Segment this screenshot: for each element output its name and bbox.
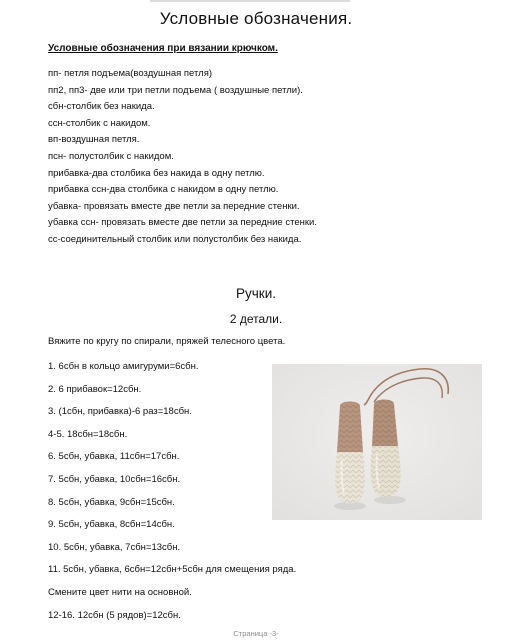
- abbreviation-item: вп-воздушная петля.: [48, 134, 140, 146]
- page-title: Условные обозначения.: [159, 9, 353, 28]
- legend-heading: Условные обозначения при вязании крючком.: [48, 43, 278, 54]
- section-intro: Вяжите по кругу по спирали, пряжей телесного цвета.: [48, 336, 286, 347]
- abbreviation-item: прибавка-два столбика без накида в одну петлю.: [48, 167, 265, 179]
- page-number: Страница -3-: [233, 629, 279, 638]
- pattern-row: 7. 5сбн, убавка, 10сбн=16сбн.: [48, 473, 181, 485]
- pattern-row: 9. 5сбн, убавка, 8сбн=14сбн.: [48, 519, 175, 531]
- crochet-arms-photo: [272, 364, 482, 520]
- pattern-row: 11. 5сбн, убавка, 6сбн=12сбн+5сбн для смещения ряда.: [48, 564, 297, 576]
- abbreviation-item: пп- петля подъема(воздушная петля): [48, 68, 213, 79]
- pattern-row: 10. 5сбн, убавка, 7сбн=13сбн.: [48, 541, 181, 553]
- abbreviation-list: [48, 66, 317, 249]
- abbreviation-item: ссн-столбик с накидом.: [48, 117, 151, 129]
- section-title: Ручки.: [236, 286, 276, 301]
- section-subtitle: 2 детали.: [229, 312, 283, 326]
- cropped-header-line: [150, 0, 350, 2]
- abbreviation-item: убавка ссн- провязать вместе две петли за передние стенки.: [48, 217, 317, 229]
- pattern-row: Смените цвет нити на основной.: [48, 586, 192, 598]
- abbreviation-item: прибавка ссн-два столбика с накидом в одну петлю.: [48, 184, 279, 196]
- pattern-row: 1. 6сбн в кольцо амигуруми=6сбн.: [48, 361, 199, 372]
- abbreviation-item: пп2, пп3- две или три петли подъема ( воздушные петли).: [48, 84, 303, 96]
- pattern-rows: [48, 356, 296, 627]
- abbreviation-item: сбн-столбик без накида.: [48, 101, 155, 113]
- abbreviation-item: убавка- провязать вместе две петли за передние стенки.: [48, 200, 300, 212]
- abbreviation-item: псн- полустолбик с накидом.: [48, 150, 174, 162]
- pattern-row: 3. (1сбн, прибавка)-6 раз=18сбн.: [48, 406, 192, 418]
- pattern-row: 2. 6 прибавок=12сбн.: [48, 383, 142, 395]
- pattern-row: 6. 5сбн, убавка, 11сбн=17сбн.: [48, 451, 180, 463]
- pattern-row: 4-5. 18сбн=18сбн.: [48, 428, 128, 440]
- abbreviation-item: сс-соединительный столбик или полустолбик без накида.: [48, 233, 302, 245]
- pattern-row: 8. 5сбн, убавка, 9сбн=15сбн.: [48, 496, 175, 508]
- pattern-row: 12-16. 12сбн (5 рядов)=12сбн.: [48, 609, 181, 621]
